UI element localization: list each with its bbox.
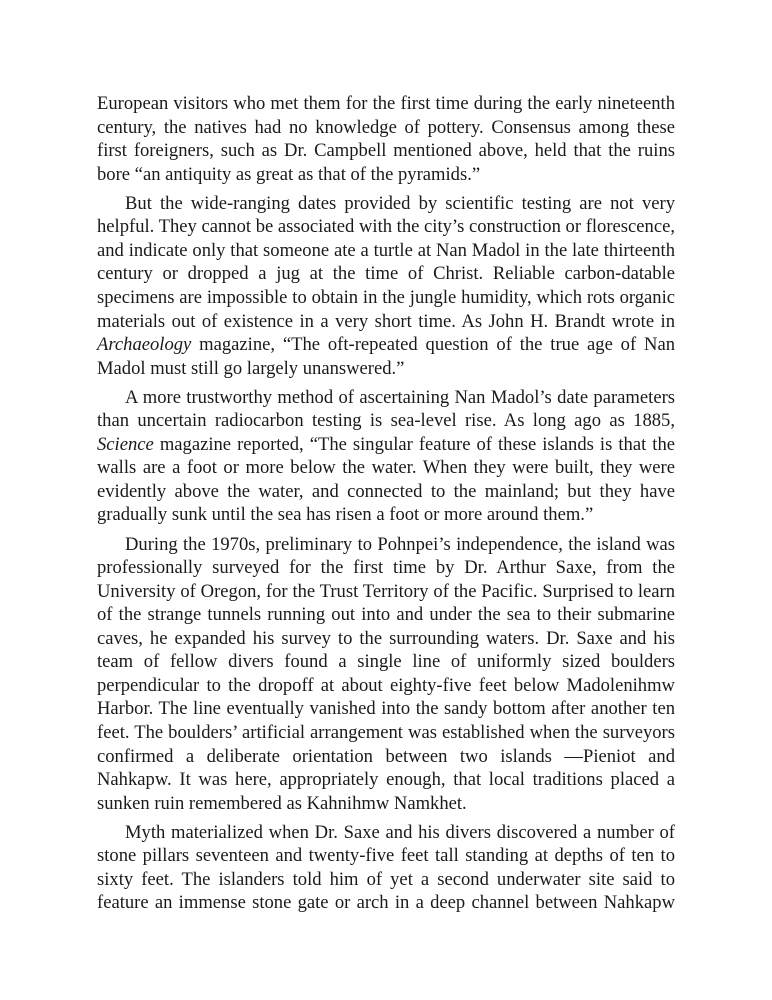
paragraph-5 bbox=[97, 821, 675, 915]
paragraph-3 bbox=[97, 386, 675, 527]
archaeology-magazine-title: Archaeology bbox=[97, 334, 192, 356]
paragraph-4 bbox=[97, 533, 675, 816]
paragraph-2 bbox=[97, 192, 675, 380]
paragraph-2-text-a: But the wide-ranging dates provided by scientific testing are not very helpful. They cannot be associated with the city’s construction or florescence, and indicate only that someone ate a turtle at Nan Madol in the late thirteenth century or dropped a jug at the time of Christ. Reliable carbon-datable specimens are impossible to obtain in the jungle humidity, which rots organic materials out of existence in a very short time. As John H. Brandt wrote in bbox=[97, 192, 675, 332]
paragraph-1-text: European visitors who met them for the first time during the early nineteenth century, the natives had no knowledge of pottery. Consensus among these first foreigners, such as Dr. Campbell mentioned above, held that the ruins bore “an antiquity as great as that of the pyramids.” bbox=[97, 93, 675, 185]
paragraph-3-text-a: A more trustworthy method of ascertaining Nan Madol’s date parameters than uncertain radiocarbon testing is sea-level rise. As long ago as 1885, bbox=[97, 386, 675, 432]
paragraph-1 bbox=[97, 92, 675, 186]
science-magazine-title: Science bbox=[97, 433, 154, 455]
book-page bbox=[97, 92, 675, 915]
paragraph-5-text: Myth materialized when Dr. Saxe and his divers discovered a number of stone pillars seventeen and twenty-five feet tall standing at depths of ten to sixty feet. The islanders told him of yet a second underwater site said to feature an immense stone gate or arch in a deep channel between Nahkapw bbox=[97, 821, 675, 914]
paragraph-4-text: During the 1970s, preliminary to Pohnpei’s independence, the island was professionally surveyed for the first time by Dr. Arthur Saxe, from the University of Oregon, for the Trust Territory of the Pacific. Surprised to learn of the strange tunnels running out into and under the sea to their submarine caves, he expanded his survey to the surrounding waters. Dr. Saxe and his team of fellow divers found a single line of uniformly sized boulders perpendicular to the dropoff at about eighty-five feet below Madolenihmw Harbor. The line eventually vanished into the sandy bottom after another ten feet. The boulders’ artificial arrangement was established when the surveyors confirmed a deliberate orientation between two islands —Pieniot and Nahkapw. It was here, appropriately enough, that local traditions placed a sunken ruin remembered as Kahnihmw Namkhet. bbox=[97, 533, 675, 814]
paragraph-2-text-b: magazine, “The oft-repeated question of the true age of Nan Madol must still go largely unanswered.” bbox=[97, 334, 675, 379]
paragraph-3-text-b: magazine reported, “The singular feature of these islands is that the walls are a foot or more below the water. When they were built, they were evidently above the water, and connected to the mainland; but they have gradually sunk until the sea has risen a foot or more around them.” bbox=[97, 433, 675, 526]
